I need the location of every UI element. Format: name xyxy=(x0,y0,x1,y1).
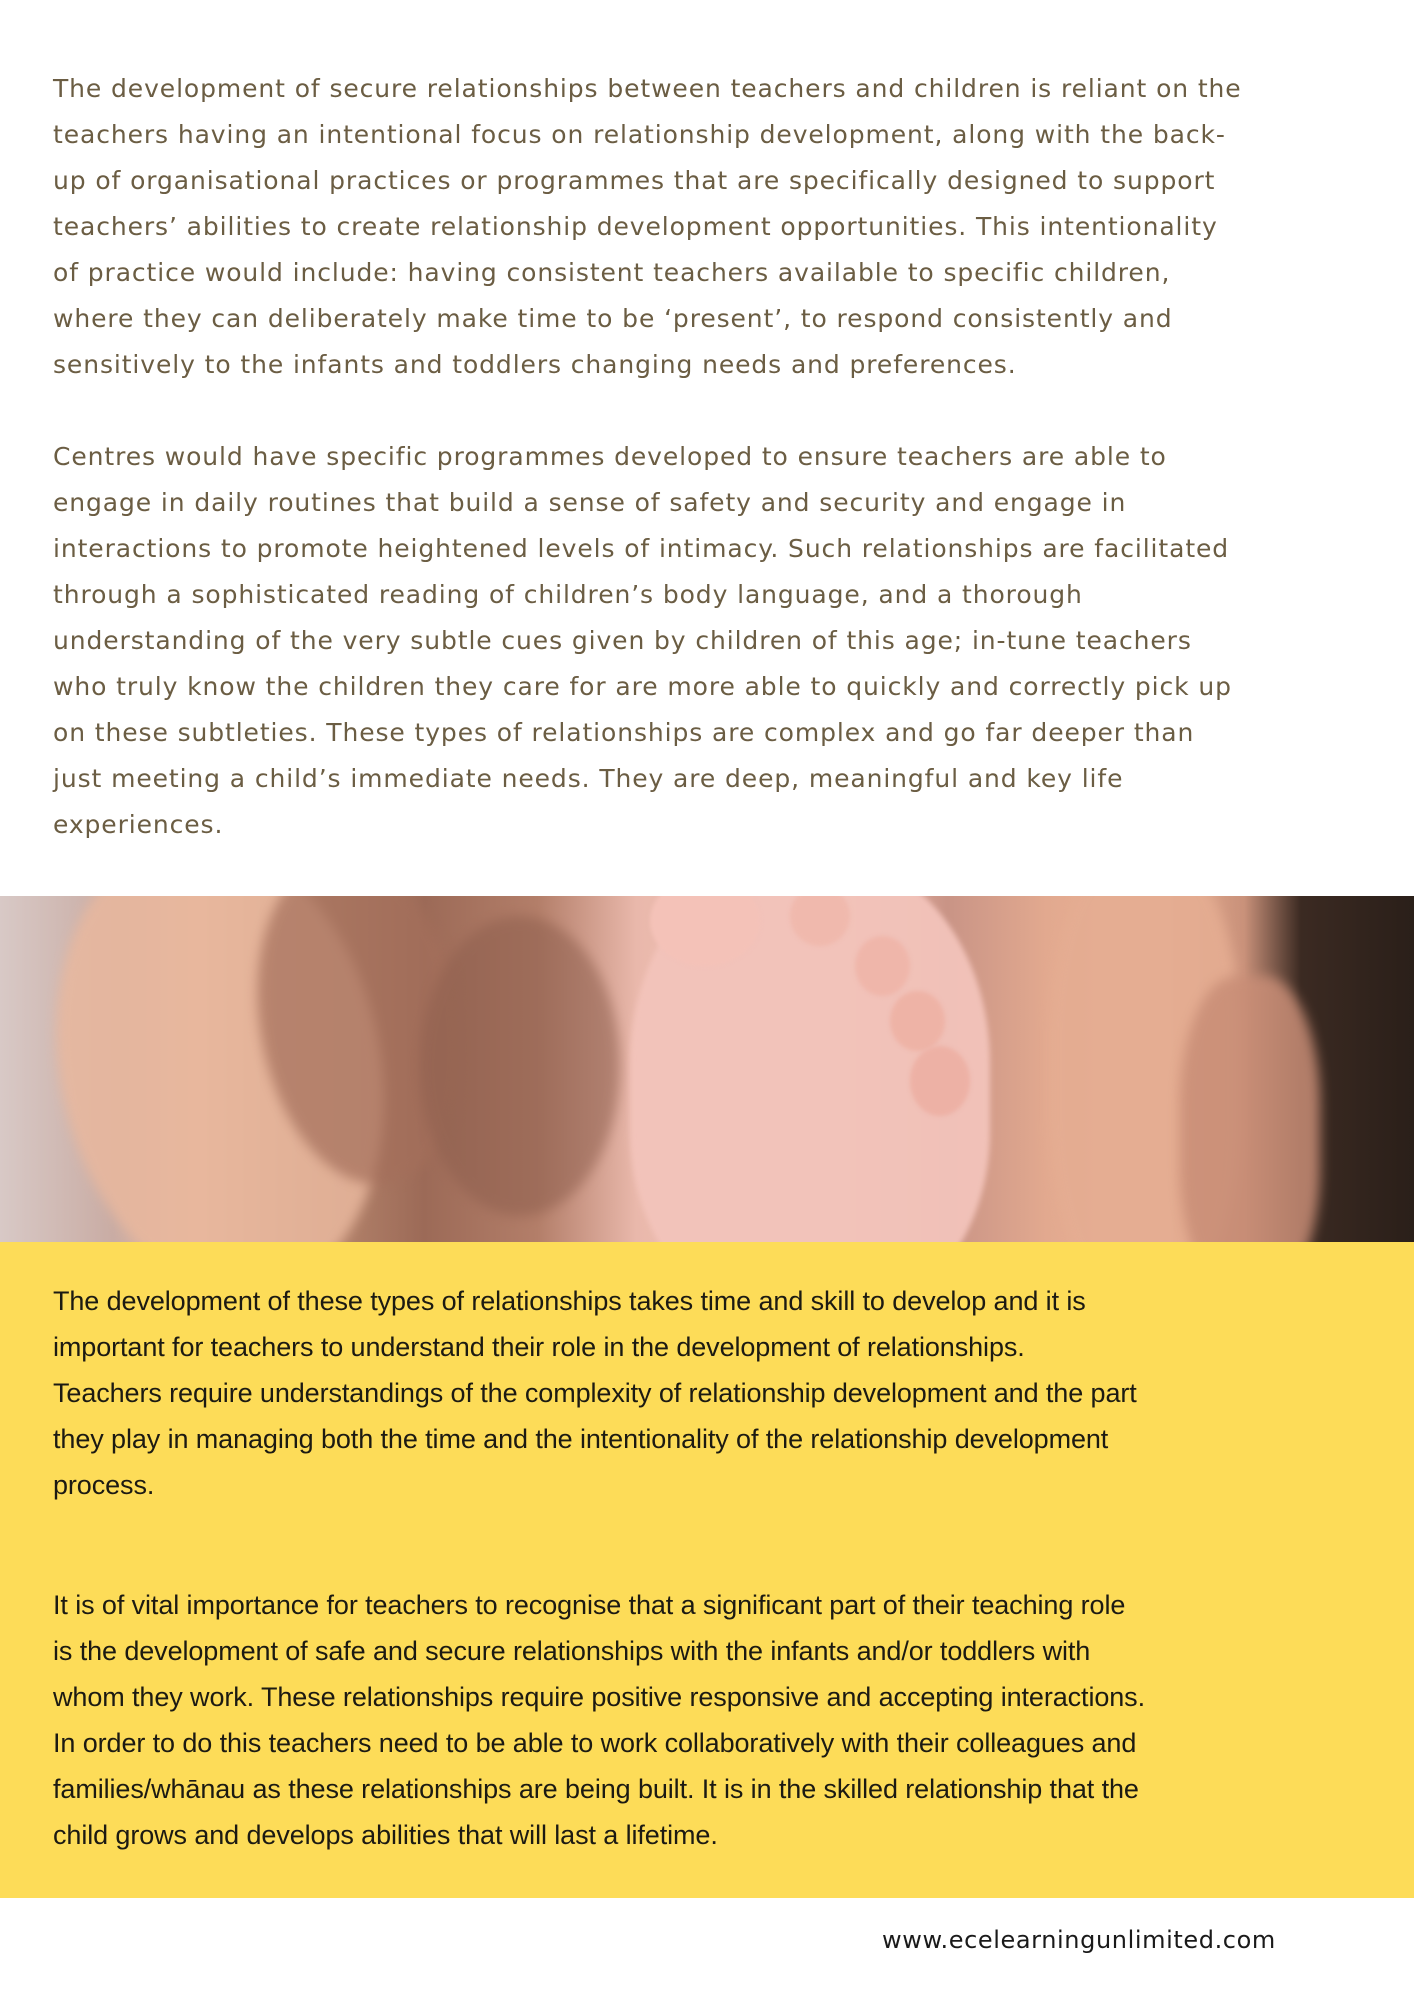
paragraph-intro xyxy=(53,66,1393,388)
text-line: just meeting a child’s immediate needs. They are deep, meaningful and key life xyxy=(53,764,1124,793)
hand-shape xyxy=(1180,976,1320,1242)
text-line: whom they work. These relationships require positive responsive and accepting interactions. xyxy=(53,1682,1145,1712)
text-line: In order to do this teachers need to be able to work collaboratively with their colleagues and xyxy=(53,1728,1137,1758)
text-line: teachers having an intentional focus on relationship development, along with the back- xyxy=(53,120,1226,149)
text-line: important for teachers to understand their role in the development of relationships. xyxy=(53,1332,1025,1362)
text-line: is the development of safe and secure relationships with the infants and/or toddlers with xyxy=(53,1636,1091,1666)
photo-baby-foot-in-hands xyxy=(0,896,1414,1242)
text-line: process. xyxy=(53,1470,155,1500)
toe-shape xyxy=(855,936,910,996)
text-line: understanding of the very subtle cues given by children of this age; in-tune teachers xyxy=(53,626,1192,655)
toe-shape xyxy=(890,991,945,1051)
text-line: experiences. xyxy=(53,810,224,839)
text-line: families/whānau as these relationships are being built. It is in the skilled relationship that the xyxy=(53,1774,1139,1804)
text-line: where they can deliberately make time to be ‘present’, to respond consistently and xyxy=(53,304,1173,333)
text-line: they play in managing both the time and the intentionality of the relationship development xyxy=(53,1424,1109,1454)
text-line: on these subtleties. These types of relationships are complex and go far deeper than xyxy=(53,718,1195,747)
text-line: The development of secure relationships between teachers and children is reliant on the xyxy=(53,74,1242,103)
hand-shape xyxy=(420,916,620,1216)
paragraph-vital-importance xyxy=(53,1582,1393,1858)
text-line: who truly know the children they care for are more able to quickly and correctly pick up xyxy=(53,672,1232,701)
text-line: sensitively to the infants and toddlers changing needs and preferences. xyxy=(53,350,1017,379)
text-line: It is of vital importance for teachers to recognise that a significant part of their teaching role xyxy=(53,1590,1126,1620)
text-line: interactions to promote heightened levels of intimacy. Such relationships are facilitated xyxy=(53,534,1230,563)
text-line: Centres would have specific programmes developed to ensure teachers are able to xyxy=(53,442,1167,471)
text-line: engage in daily routines that build a sense of safety and security and engage in xyxy=(53,488,1127,517)
highlight-section xyxy=(0,1242,1414,1898)
toe-shape xyxy=(910,1046,970,1116)
website-link[interactable]: www.ecelearningunlimited.com xyxy=(882,1926,1276,1954)
text-line: The development of these types of relationships takes time and skill to develop and it is xyxy=(53,1286,1086,1316)
paragraph-development xyxy=(53,1278,1393,1508)
text-line: teachers’ abilities to create relationship development opportunities. This intentionality xyxy=(53,212,1218,241)
text-line: child grows and develops abilities that will last a lifetime. xyxy=(53,1820,718,1850)
text-line: Teachers require understandings of the complexity of relationship development and the part xyxy=(53,1378,1137,1408)
text-line: through a sophisticated reading of children’s body language, and a thorough xyxy=(53,580,1083,609)
text-line: of practice would include: having consistent teachers available to specific children, xyxy=(53,258,1171,287)
text-line: up of organisational practices or programmes that are specifically designed to support xyxy=(53,166,1216,195)
paragraph-centres xyxy=(53,434,1393,848)
